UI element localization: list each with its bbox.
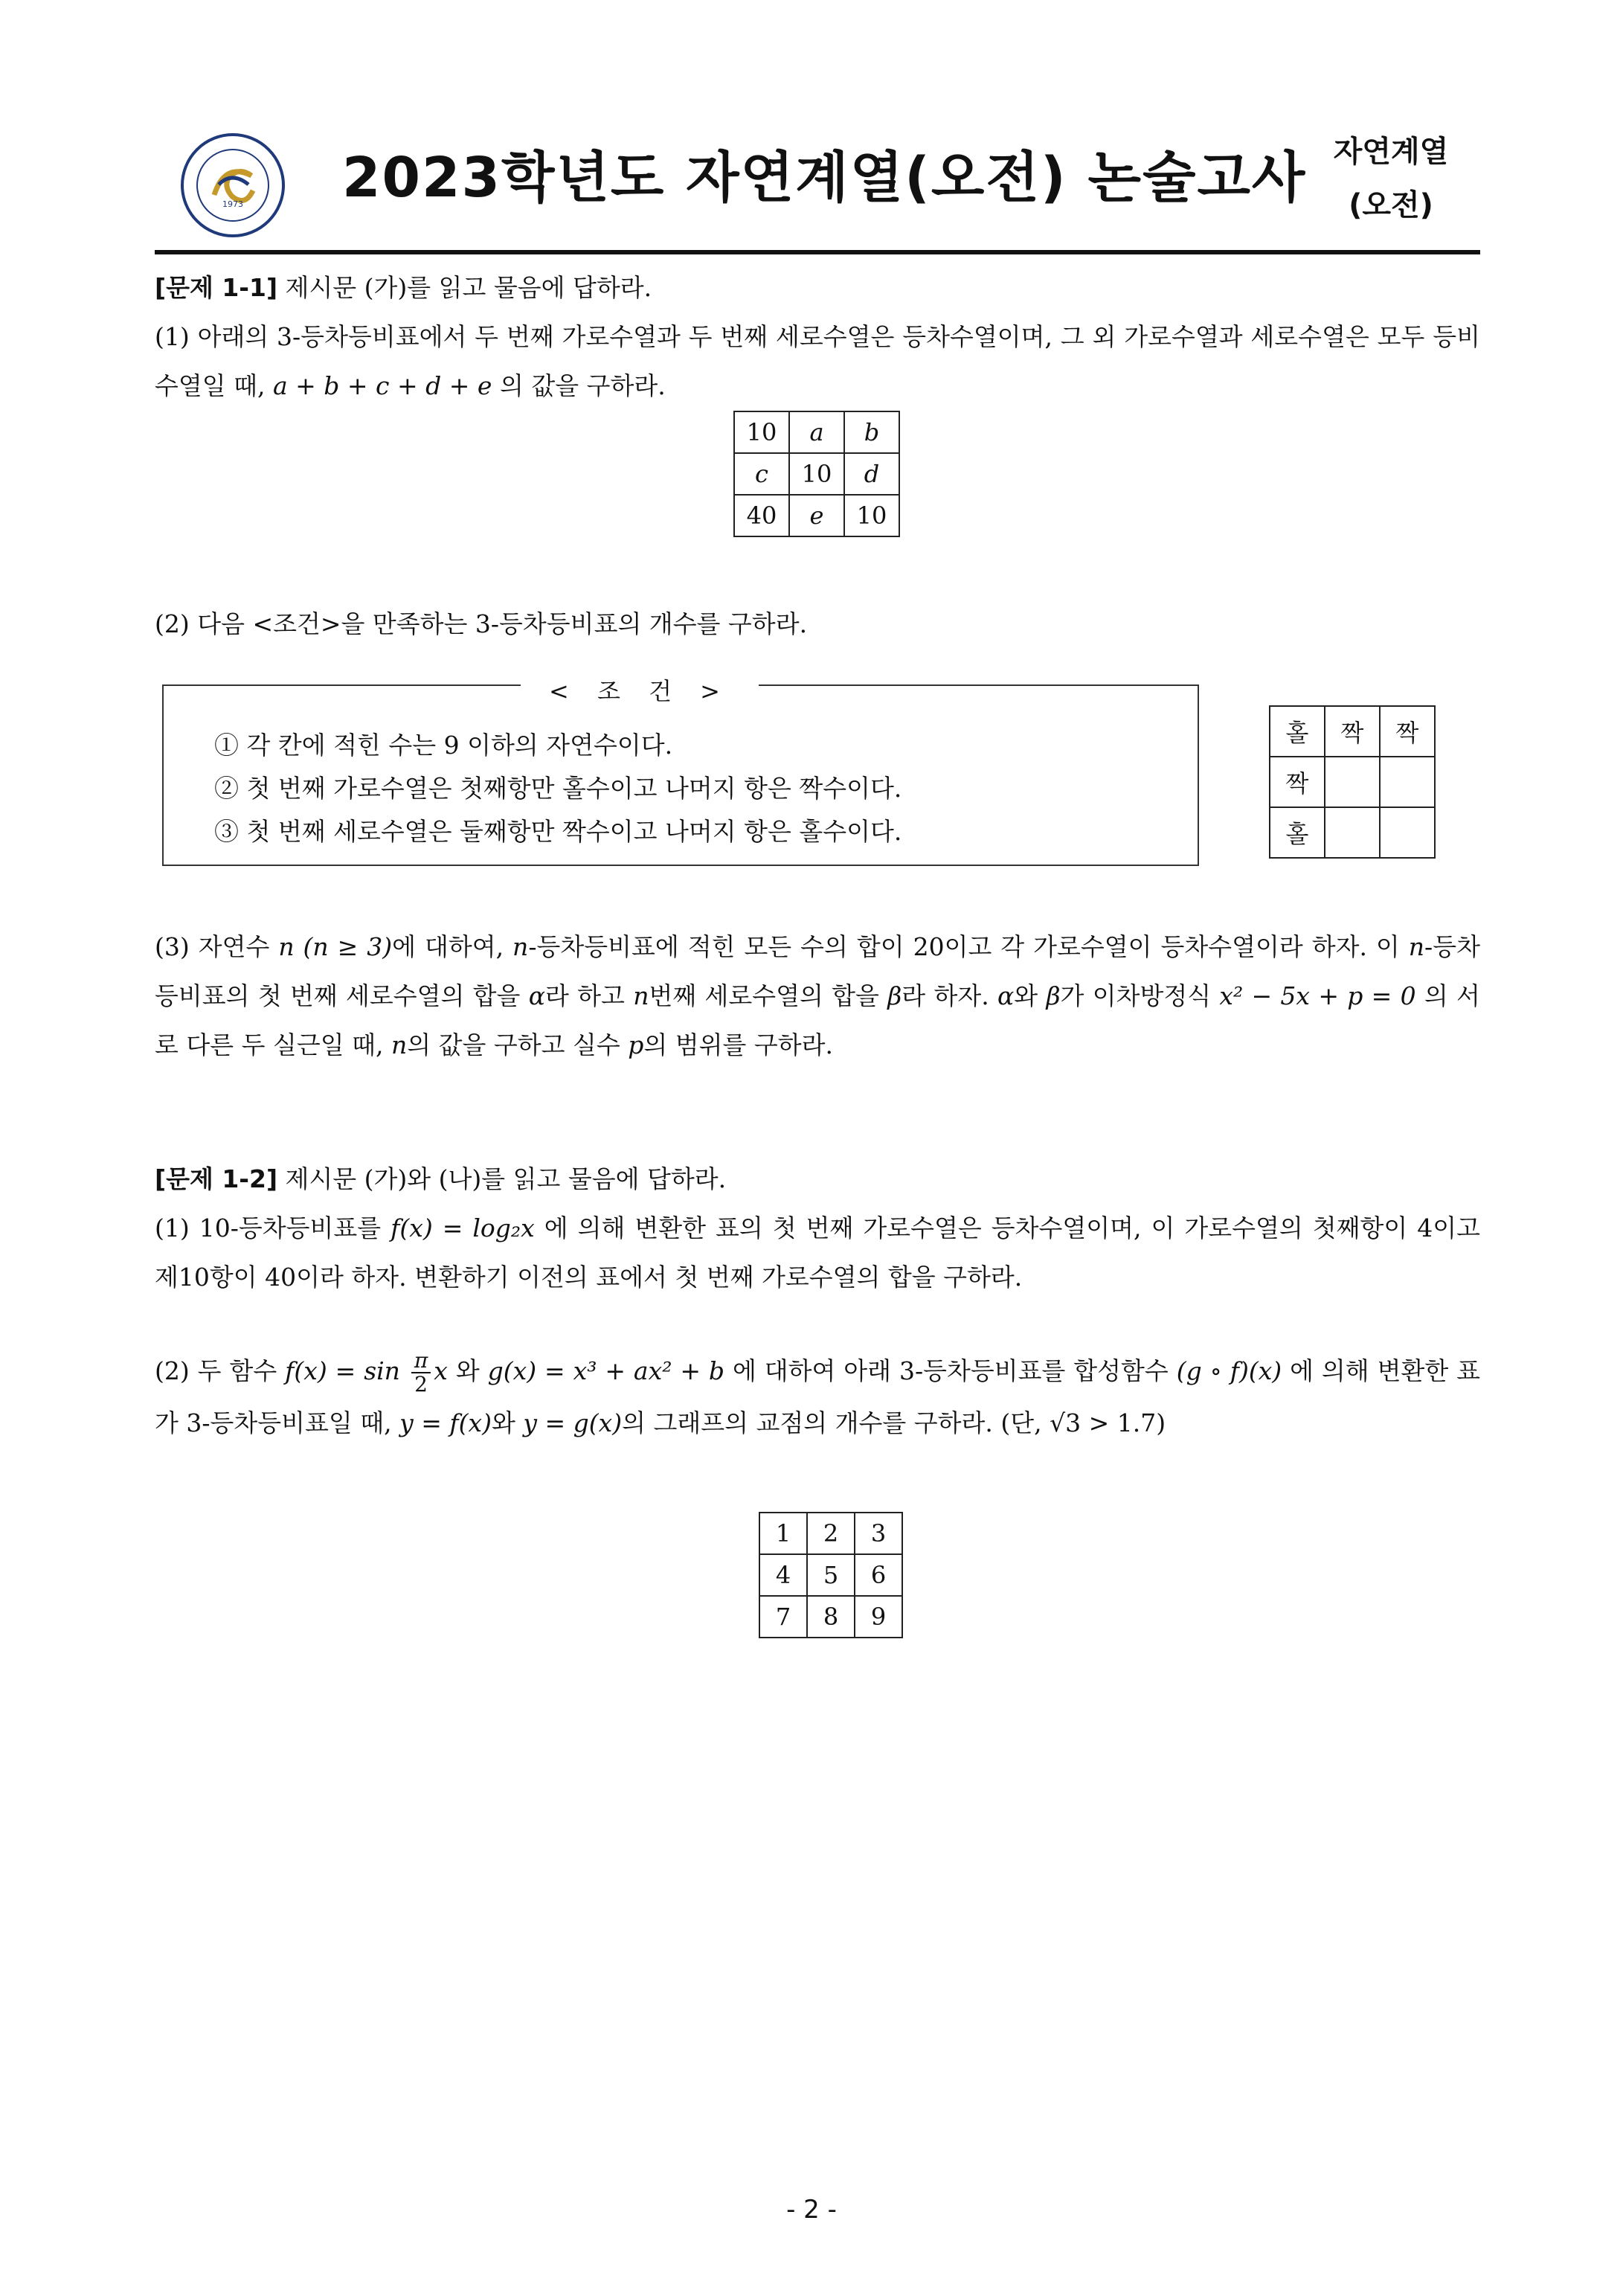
condition-item-2: ② 첫 번째 가로수열은 첫째항만 홀수이고 나머지 항은 짝수이다.: [214, 774, 902, 803]
table-cell: 짝: [1325, 706, 1380, 757]
header-divider: [155, 250, 1480, 254]
table-cell: 2: [807, 1513, 855, 1554]
condition-title: < 조 건 >: [521, 673, 759, 707]
problem-1-1-intro: 제시문 (가)를 읽고 물음에 답하라.: [285, 273, 652, 302]
category-line-2: (오전): [1349, 188, 1433, 222]
table-cell: 짝: [1270, 757, 1325, 807]
svg-text:1973: 1973: [222, 199, 243, 209]
problem-1-2-label: [문제 1-2]: [155, 1164, 278, 1193]
table-cell: [1325, 807, 1380, 858]
table-cell: 5: [807, 1554, 855, 1596]
table-cell: b: [844, 411, 899, 453]
table-cell: d: [844, 453, 899, 495]
table-cell: [1380, 757, 1435, 807]
table-1-1-2: [1269, 705, 1436, 859]
condition-item-1: ① 각 칸에 적힌 수는 9 이하의 자연수이다.: [214, 731, 673, 760]
table-cell: 10: [789, 453, 844, 495]
table-1-1-1: [733, 411, 900, 537]
table-cell: 3: [855, 1513, 902, 1554]
problem-1-1-q3: (3) 자연수 n (n ≥ 3)에 대하여, n-등차등비표에 적힌 모든 수의 합이 20이고 각 가로수열이 등차수열이라 하자. 이 n-등차등비표의 첫 번째 세로수열의 합을 α라 하고 n번째 세로수열의 합을 β라 하자. α와 β가 이차방정식 x² − 5x + p = 0 의 서로 다른 두 실근일 때, n의 값을 구하고 실수 p의 범위를 구하라.: [155, 932, 1480, 1059]
table-cell: a: [789, 411, 844, 453]
table-cell: 40: [734, 495, 789, 536]
problem-1-2-intro: 제시문 (가)와 (나)를 읽고 물음에 답하라.: [285, 1164, 727, 1193]
table-cell: c: [734, 453, 789, 495]
condition-item-3: ③ 첫 번째 세로수열은 둘째항만 짝수이고 나머지 항은 홀수이다.: [214, 817, 902, 846]
problem-1-2-q2: (2) 두 함수 f(x) = sin $\frac{\pi}{2}$ x 와 g(x) = x³ + ax² + b 에 대하여 아래 3-등차등비표를 합성함수 (g ∘ f)(x) 에 의해 변환한 표가 3-등차등비표일 때, y = f(x)와 y = g(x)의 그래프의 교점의 개수를 구하라. (단, √3 > 1.7): [155, 1348, 1480, 1437]
table-cell: 1: [759, 1513, 807, 1554]
problem-1-1: [155, 263, 1480, 411]
table-cell: 10: [734, 411, 789, 453]
problem-1-1-q2: (2) 다음 <조건>을 만족하는 3-등차등비표의 개수를 구하라.: [155, 609, 808, 638]
problem-1-2: [155, 1155, 1480, 1302]
exam-title: 2023학년도 자연계열(오전) 논술고사: [342, 146, 1307, 210]
table-cell: [1325, 757, 1380, 807]
table-cell: e: [789, 495, 844, 536]
problem-1-2-q1: (1) 10-등차등비표를 f(x) = log₂x 에 의해 변환한 표의 첫 번째 가로수열은 등차수열이며, 이 가로수열의 첫째항이 4이고 제10항이 40이라 하자. 변환하기 이전의 표에서 첫 번째 가로수열의 합을 구하라.: [155, 1213, 1480, 1292]
table-cell: 10: [844, 495, 899, 536]
table-cell: 홀: [1270, 807, 1325, 858]
table-cell: 홀: [1270, 706, 1325, 757]
problem-1-1-q1: (1) 아래의 3-등차등비표에서 두 번째 가로수열과 두 번째 세로수열은 등차수열이며, 그 외 가로수열과 세로수열은 모두 등비수열일 때, a + b + c + d + e 의 값을 구하라.: [155, 322, 1480, 400]
category-line-1: 자연계열: [1333, 135, 1449, 169]
table-1-2-2: [759, 1512, 903, 1638]
problem-1-1-label: [문제 1-1]: [155, 273, 278, 302]
table-cell: [1380, 807, 1435, 858]
page-number: - 2 -: [786, 2195, 837, 2225]
table-cell: 8: [807, 1596, 855, 1638]
table-cell: 7: [759, 1596, 807, 1638]
category-label: [1317, 125, 1465, 232]
table-cell: 4: [759, 1554, 807, 1596]
table-cell: 짝: [1380, 706, 1435, 757]
university-logo: [180, 132, 286, 238]
table-cell: 6: [855, 1554, 902, 1596]
table-cell: 9: [855, 1596, 902, 1638]
pi-over-2-fraction: $\frac{\pi}{2}$: [411, 1350, 431, 1396]
